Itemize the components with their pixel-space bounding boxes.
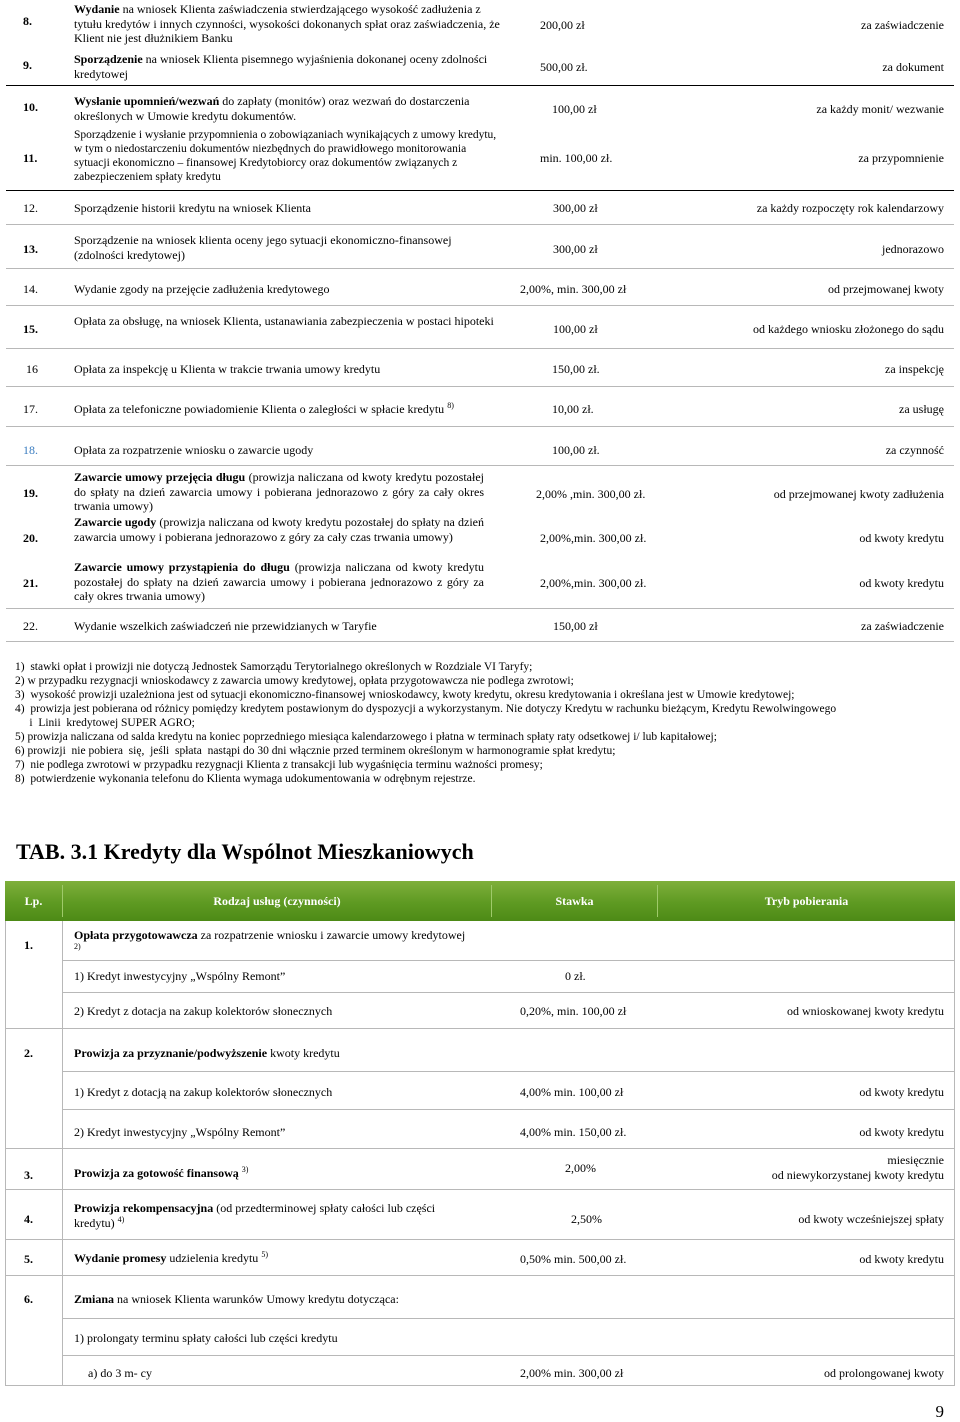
row-number: 11. [23, 151, 38, 165]
row-description: Wydanie na wniosek Klienta zaświadczenia stwierdzającego wysokość zadłużenia z tytułu kredytów i innych czynności, wysokości dokonanych spłat oraz zaświadczenia, że Klient nie jest dłużnikiem Banku [74, 2, 500, 45]
row-mode: za dokument [882, 60, 944, 74]
row-divider [6, 608, 954, 609]
row-mode: od kwoty kredytu [859, 1085, 944, 1099]
row-number: 5. [24, 1252, 33, 1266]
row-number: 8. [23, 14, 32, 28]
row-rate: 300,00 zł [553, 201, 598, 215]
row-mode: za każdy monit/ wezwanie [816, 102, 944, 116]
row-description: 2) Kredyt inwestycyjny „Wspólny Remont” [74, 1125, 286, 1139]
footnote: 5) prowizja naliczana od salda kredytu na koniec poprzedniego miesiąca kalendarzowego i płatna w terminach spłaty raty odsetkowej i/ lub kapitałowej; [15, 731, 717, 743]
row-description: Zawarcie ugody (prowizja naliczana od kwoty kredytu pozostałej do spłaty na dzień zawarcia umowy i pobierana jednorazowo z góry za cały czas trwania umowy) [74, 515, 484, 544]
row-divider [5, 1275, 955, 1276]
section-title: TAB. 3.1 Kredyty dla Wspólnot Mieszkaniowych [16, 839, 474, 864]
row-divider [6, 465, 954, 466]
row-divider [5, 1239, 955, 1240]
row-mode: od każdego wniosku złożonego do sądu [753, 322, 944, 336]
row-rate: 2,50% [571, 1212, 602, 1226]
header-service: Rodzaj usług (czynności) [213, 893, 341, 908]
row-rate: 100,00 zł. [552, 443, 600, 457]
header-rate: Stawka [555, 893, 594, 908]
row-description: Zmiana na wniosek Klienta warunków Umowy kredytu dotycząca: [74, 1292, 399, 1306]
row-divider [6, 85, 954, 86]
row-rate: 10,00 zł. [552, 402, 594, 416]
row-mode: od przejmowanej kwoty [828, 282, 944, 296]
row-rate: 2,00%,min. 300,00 zł. [540, 531, 647, 545]
row-description: a) do 3 m- cy [88, 1366, 152, 1380]
row-number: 4. [24, 1212, 33, 1226]
row-mode: za inspekcję [885, 362, 944, 376]
row-description: Opłata przygotowawcza za rozpatrzenie wniosku i zawarcie umowy kredytowej $^{2)}$ [74, 928, 466, 951]
row-rate: 0,20%, min. 100,00 zł [520, 1004, 627, 1018]
row-number: 21. [23, 576, 38, 590]
row-number: 15. [23, 322, 38, 336]
row-divider [62, 1071, 954, 1072]
row-divider [6, 426, 954, 427]
table-border [5, 921, 6, 1385]
row-divider [62, 1355, 954, 1356]
footnote: 4) prowizja jest pobierana od różnicy pomiędzy kredytem postawionym do dyspozycji a wykorzystanym. Nie dotyczy Kredytu w rachunku bieżącym, Kredytu Rewolwingowego [15, 703, 837, 715]
row-description: Opłata za obsługę, na wniosek Klienta, ustanawiania zabezpieczenia w postaci hipoteki [74, 314, 494, 328]
footnote: 8) potwierdzenie wykonania telefonu do Klienta wymaga udokumentowania w odrębnym rejestrze. [15, 773, 476, 785]
table-border [62, 921, 63, 1385]
row-divider [5, 1189, 955, 1190]
row-number: 17. [23, 402, 38, 416]
header-lp: Lp. [24, 893, 43, 908]
row-description: Zawarcie umowy przystąpienia do długu (prowizja naliczana od kwoty kredytu pozostałej do spłaty na dzień zawarcia umowy i pobierana jednorazowo z góry za cały okres trwania umowy) [74, 560, 484, 603]
footnote: 1) stawki opłat i prowizji nie dotyczą Jednostek Samorządu Terytorialnego określonych w Rozdziale VI Taryfy; [15, 661, 533, 673]
footnote: i Linii kredytowej SUPER AGRO; [15, 717, 195, 729]
row-number: 10. [23, 100, 38, 114]
row-number: 6. [24, 1292, 33, 1306]
footnote: 7) nie podlega zwrotowi w przypadku rezygnacji Klienta z transakcji lub wygaśnięcia terminu ważności promesy; [15, 759, 543, 771]
row-divider [6, 641, 954, 642]
row-description: Wydanie zgody na przejęcie zadłużenia kredytowego [74, 282, 330, 296]
row-number: 13. [23, 242, 38, 256]
row-mode: jednorazowo [882, 242, 944, 256]
row-number: 22. [23, 619, 38, 633]
row-rate: 4,00% min. 150,00 zł. [520, 1125, 627, 1139]
row-description: 2) Kredyt z dotacja na zakup kolektorów słonecznych [74, 1004, 333, 1018]
row-number: 19. [23, 486, 38, 500]
row-number: 14. [23, 282, 38, 296]
row-divider [6, 190, 954, 191]
row-rate: 2,00% [565, 1161, 596, 1175]
row-rate: 500,00 zł. [540, 60, 588, 74]
row-description: Prowizja za przyznanie/podwyższenie kwoty kredytu [74, 1046, 340, 1060]
row-rate: min. 100,00 zł. [540, 151, 613, 165]
row-number: 2. [24, 1046, 33, 1060]
row-mode: za każdy rozpoczęty rok kalendarzowy [756, 201, 944, 215]
row-description: Zawarcie umowy przejęcia długu (prowizja naliczana od kwoty kredytu pozostałej do spłaty na dzień zawarcia umowy i pobierana jednorazowo z góry za cały okres trwania umowy) [74, 470, 484, 513]
row-mode: miesięcznie od niewykorzystanej kwoty kredytu [771, 1153, 944, 1182]
row-description: Sporządzenie na wniosek klienta oceny jego sytuacji ekonomiczno-finansowej (zdolności kredytowej) [74, 233, 452, 262]
row-divider [6, 268, 954, 269]
row-rate: 0 zł. [565, 969, 586, 983]
row-description: Wysłanie upomnień/wezwań do zapłaty (monitów) oraz wezwań do dostarczenia określonych w Umowie kredytu dokumentów. [74, 94, 470, 123]
row-rate: 2,00% min. 300,00 zł [520, 1366, 624, 1380]
row-divider [62, 1109, 954, 1110]
row-divider [62, 1318, 954, 1319]
row-divider [6, 305, 954, 306]
row-rate: 2,00%,min. 300,00 zł. [540, 576, 647, 590]
row-description: Sporządzenie i wysłanie przypomnienia o zobowiązaniach wynikających z umowy kredytu, w tym o niedostarczeniu dokumentów niezbędnych do prawidłowego monitorowania sytuacji ekonomiczno – finansowej Kredytobiorcy oraz dokumentów związanych z zabezpieczeniem spłaty kredytu [74, 129, 497, 183]
row-description: Sporządzenie na wniosek Klienta pisemnego wyjaśnienia dokonanej oceny zdolności kredytowej [74, 52, 488, 81]
row-description: Sporządzenie historii kredytu na wniosek Klienta [74, 201, 311, 215]
row-mode: za czynność [885, 443, 944, 457]
footnote: 6) prowizji nie pobiera się, jeśli spłata nastąpi do 30 dni włącznie przed terminem określonym w harmonogramie spłat kredytu; [15, 745, 616, 757]
row-description: Prowizja za gotowość finansową $^{3)}$ [74, 1165, 249, 1180]
row-mode: od kwoty wcześniejszej spłaty [798, 1212, 944, 1226]
table-header [5, 881, 955, 921]
row-mode: za zaświadczenie [861, 619, 944, 633]
row-number: 16 [26, 362, 38, 376]
row-mode: od prolongowanej kwoty [824, 1366, 944, 1380]
table-border [5, 1385, 955, 1386]
row-description: Wydanie promesy udzielenia kredytu $^{5)}$ [74, 1250, 268, 1265]
page-number: 9 [935, 1402, 944, 1421]
footnotes [15, 660, 950, 786]
row-mode: od kwoty kredytu [859, 1125, 944, 1139]
row-rate: 300,00 zł [553, 242, 598, 256]
row-divider [5, 1148, 955, 1149]
row-mode: za zaświadczenie [861, 18, 944, 32]
row-mode: za przypomnienie [858, 151, 944, 165]
row-number: 20. [23, 531, 38, 545]
row-description: Opłata za telefoniczne powiadomienie Klienta o zaległości w spłacie kredytu $^{8)}$ [74, 401, 454, 416]
row-rate: 200,00 zł [540, 18, 585, 32]
row-description: 1) Kredyt inwestycyjny „Wspólny Remont” [74, 969, 286, 983]
row-number: 1. [24, 938, 33, 952]
row-divider [62, 992, 954, 993]
row-rate: 2,00% ,min. 300,00 zł. [536, 487, 646, 501]
row-description: 1) Kredyt z dotacją na zakup kolektorów słonecznych [74, 1085, 333, 1099]
row-rate: 100,00 zł [552, 102, 597, 116]
row-rate: 4,00% min. 100,00 zł [520, 1085, 624, 1099]
row-rate: 150,00 zł. [552, 362, 600, 376]
row-mode: od przejmowanej kwoty zadłużenia [773, 487, 944, 501]
footnote: 3) wysokość prowizji uzależniona jest od sytuacji ekonomiczno-finansowej wnioskodawcy, kwoty kredytu, okresu kredytowania i określana jest w Umowie kredytowej; [15, 689, 795, 701]
row-mode: od kwoty kredytu [859, 576, 944, 590]
row-divider [6, 348, 954, 349]
row-description: Prowizja rekompensacyjna (od przedterminowej spłaty całości lub części kredytu) $^{4)}$ [74, 1201, 436, 1230]
row-divider [5, 1028, 955, 1029]
row-rate: 100,00 zł [553, 322, 598, 336]
table-border [954, 921, 955, 1385]
row-rate: 150,00 zł [553, 619, 598, 633]
row-number: 9. [23, 58, 32, 72]
footnote: 2) w przypadku rezygnacji wnioskodawcy z zawarcia umowy kredytowej, opłata przygotowawcza nie podlega zwrotowi; [15, 675, 574, 687]
row-mode: za usługę [899, 402, 944, 416]
row-rate: 0,50% min. 500,00 zł. [520, 1252, 627, 1266]
row-divider [62, 960, 954, 961]
row-number: 12. [23, 201, 38, 215]
row-divider [6, 386, 954, 387]
row-divider [6, 224, 954, 225]
row-number: 18. [23, 443, 38, 457]
row-description: Wydanie wszelkich zaświadczeń nie przewidzianych w Taryfie [74, 619, 377, 633]
row-mode: od kwoty kredytu [859, 1252, 944, 1266]
row-rate: 2,00%, min. 300,00 zł [520, 282, 627, 296]
row-number: 3. [24, 1168, 33, 1182]
header-mode: Tryb pobierania [764, 893, 849, 908]
row-description: Opłata za inspekcję u Klienta w trakcie trwania umowy kredytu [74, 362, 381, 376]
row-mode: od wnioskowanej kwoty kredytu [787, 1004, 944, 1018]
row-mode: od kwoty kredytu [859, 531, 944, 545]
row-description: 1) prolongaty terminu spłaty całości lub części kredytu [74, 1331, 338, 1345]
row-description: Opłata za rozpatrzenie wniosku o zawarcie ugody [74, 443, 314, 457]
